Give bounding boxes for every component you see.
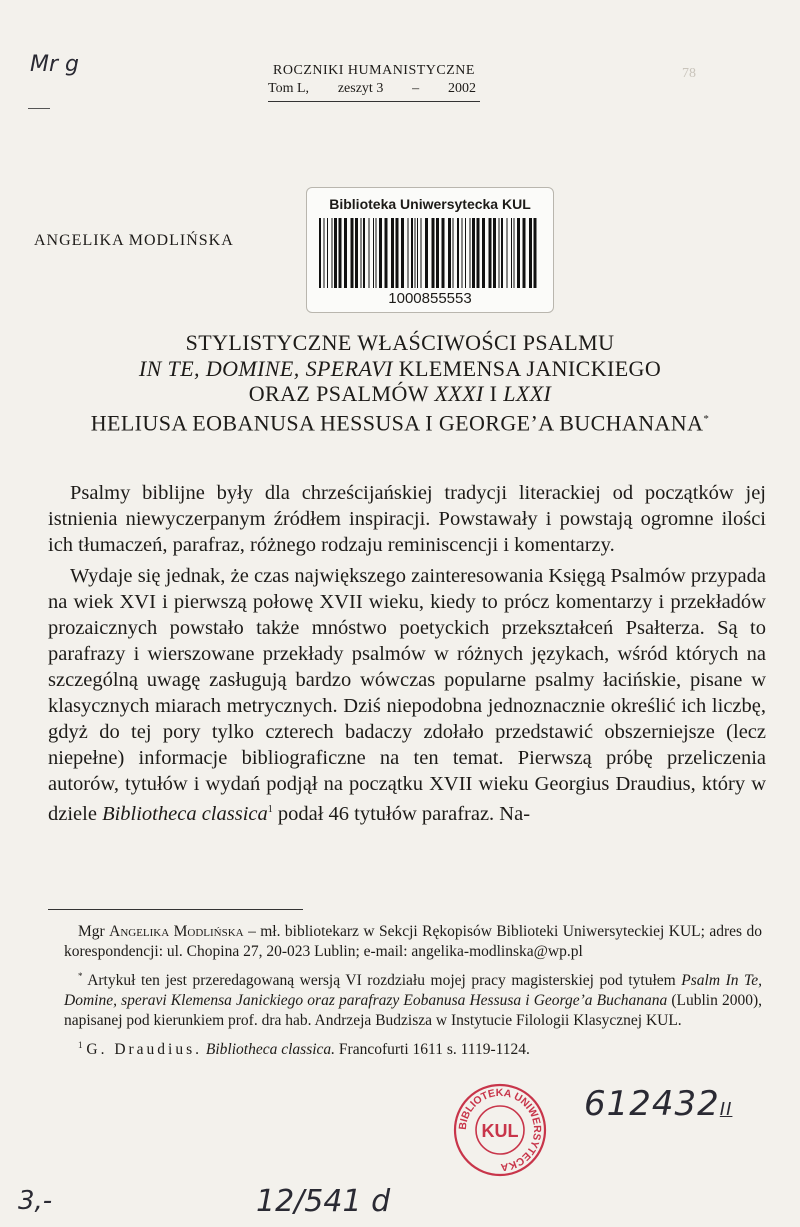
bleed-through-page-number: 78 <box>682 66 696 81</box>
journal-issue: zeszyt 3 <box>337 81 384 96</box>
barcode-bar <box>499 218 500 288</box>
paragraph-1: Psalmy biblijne były dla chrześcijańskiej tradycji literackiej od początków jej istnienia niewyczerpanym źródłem inspiracji. Powstawały i powstają ogromne ilości ich tłumaczeń, parafraz, różnego rodzaju reminiscencji i komentarzy. <box>48 482 766 556</box>
barcode-bar <box>453 218 454 288</box>
barcode-number: 1000855553 <box>388 290 472 307</box>
barcode-bar <box>396 218 399 288</box>
barcode-bar <box>369 218 370 288</box>
barcode-bar <box>523 218 526 288</box>
journal-year: 2002 <box>447 81 476 96</box>
barcode-bar <box>534 218 537 288</box>
journal-volume: Tom L, <box>268 81 310 96</box>
barcode-bar <box>448 218 451 288</box>
barcode-library-name: Biblioteka Uniwersytecka KUL <box>329 196 531 212</box>
title-psalm-name: IN TE, DOMINE, SPERAVI <box>138 355 393 381</box>
barcode-bar <box>408 218 409 288</box>
barcode-bar <box>327 218 328 288</box>
barcode-bar <box>470 218 471 288</box>
margin-tick-mark <box>28 108 50 109</box>
barcode-bar <box>472 218 475 288</box>
stamp-ring-text: BIBLIOTEKA UNIWERSYTECKA <box>456 1086 544 1174</box>
barcode-bar <box>462 218 463 288</box>
barcode-bar <box>457 218 459 288</box>
stamp-center-text: KUL <box>481 1121 519 1141</box>
title-line-2: IN TE, DOMINE, SPERAVI KLEMENSA JANICKIEGO <box>138 355 662 381</box>
barcode-bar <box>376 218 377 288</box>
journal-dash: – <box>412 81 420 96</box>
barcode-bar <box>363 218 365 288</box>
barcode-bar <box>425 218 428 288</box>
journal-name: ROCZNIKI HUMANISTYCZNE <box>273 63 475 78</box>
handwritten-shelf-mark: 612432II <box>584 1084 733 1124</box>
barcode-bars <box>317 218 543 288</box>
barcode-bar <box>379 218 382 288</box>
handwritten-initials: Mr g <box>30 52 79 77</box>
barcode-bar <box>517 218 520 288</box>
paragraph-2: Wydaje się jednak, że czas największego zainteresowania Księgą Psalmów przypada na wiek XVI i pierwszą połowę XVII wieku, kiedy to prócz komentarzy i przekładów prozaicznych powstało także mnóstwo poetyckich przekształceń Psałterza. Są to parafrazy i wierszowane przekłady psalmów w różnych językach, wśród których na szczególną uwagę zasługują bardzo wówczas popularne psalmy łacińskie, pisane w klasycznych miarach metrycznych. Dziś niepodobna jednoznacznie określić ich liczbę, gdyż do tej pory tylko czterech badaczy zdołało przedstawić obszerniejsze (lecz niepełne) informacje bibliograficzne na ten temat. Pierwszą próbę przeliczenia autorów, tytułów i wydań podjął na początku XVII wieku Georgius Draudius, który w dziele Bibliotheca classica$^1$ podał 46 tytułów parafraz. Na- <box>48 565 766 825</box>
barcode-bar <box>385 218 388 288</box>
barcode-bar <box>415 218 416 288</box>
barcode-bar <box>332 218 333 288</box>
journal-header <box>268 62 480 102</box>
header-rule <box>268 101 480 102</box>
barcode-bar <box>482 218 485 288</box>
barcode-bar <box>442 218 445 288</box>
barcode-bar <box>529 218 532 288</box>
article-author: ANGELIKA MODLIŃSKA <box>34 232 234 249</box>
article-body <box>48 480 766 832</box>
handwritten-price: 3,- <box>18 1186 53 1216</box>
footnote-rule <box>48 909 303 910</box>
barcode-bar <box>432 218 435 288</box>
footnote-star: * Artykuł ten jest przeredagowaną wersją VI rozdziału mojej pracy magisterskiej pod tytułem Psalm In Te, Domine, speravi Klemensa Janickiego oraz parafrazy Eobanusa Hessusa i George’a Buchanana (Lublin 2000), napisanej pod kierunkiem prof. dra hab. Andrzeja Budzisza w Instytucie Filologii Klasycznej KUL. <box>64 971 762 1030</box>
handwritten-inventory-number: 12/541 d <box>256 1184 391 1219</box>
article-title <box>0 330 800 435</box>
title-line-1: STYLISTYCZNE WŁAŚCIWOŚCI PSALMU <box>185 330 615 355</box>
footnote-author: Mgr Angelika Modlińska – mł. bibliotekarz w Sekcji Rękopisów Biblioteki Uniwersyteckiej KUL; adres do korespondencji: ul. Chopina 27, 20-023 Lublin; e-mail: angelika-modlinska@wp.pl <box>64 923 762 960</box>
barcode-bar <box>339 218 342 288</box>
barcode-bar <box>391 218 394 288</box>
barcode-bar <box>324 218 325 288</box>
library-stamp <box>452 1082 548 1178</box>
title-line-4: HELIUSA EOBANUSA HESSUSA I GEORGE’A BUCHANANA* <box>90 409 710 435</box>
title-footnote-mark: * <box>703 412 710 425</box>
barcode-bar <box>501 218 503 288</box>
title-line-3: ORAZ PSALMÓW XXXI I LXXI <box>248 381 552 406</box>
barcode-sticker <box>306 187 554 313</box>
barcode-bar <box>334 218 337 288</box>
barcode-bar <box>436 218 439 288</box>
barcode-bar <box>319 218 321 288</box>
barcode-bar <box>351 218 354 288</box>
barcode-bar <box>511 218 512 288</box>
barcode-bar <box>361 218 362 288</box>
barcode-bar <box>477 218 480 288</box>
barcode-bar <box>417 218 418 288</box>
footnote-ref-1: 1 <box>267 804 273 815</box>
barcode-bar <box>344 218 347 288</box>
cited-work: Bibliotheca classica <box>102 802 268 825</box>
footnotes <box>64 922 762 1064</box>
barcode-bar <box>373 218 374 288</box>
barcode-bar <box>507 218 508 288</box>
barcode-bar <box>421 218 422 288</box>
barcode-bar <box>401 218 404 288</box>
barcode-bar <box>489 218 492 288</box>
journal-volume-line <box>268 80 480 98</box>
barcode-bar <box>355 218 358 288</box>
barcode-bar <box>493 218 496 288</box>
barcode-bar <box>514 218 515 288</box>
barcode-bar <box>465 218 466 288</box>
barcode-bar <box>411 218 413 288</box>
footnote-1: $^1$ G. Draudius. Bibliotheca classica. Francofurti 1611 s. 1119-1124. <box>78 1040 530 1059</box>
